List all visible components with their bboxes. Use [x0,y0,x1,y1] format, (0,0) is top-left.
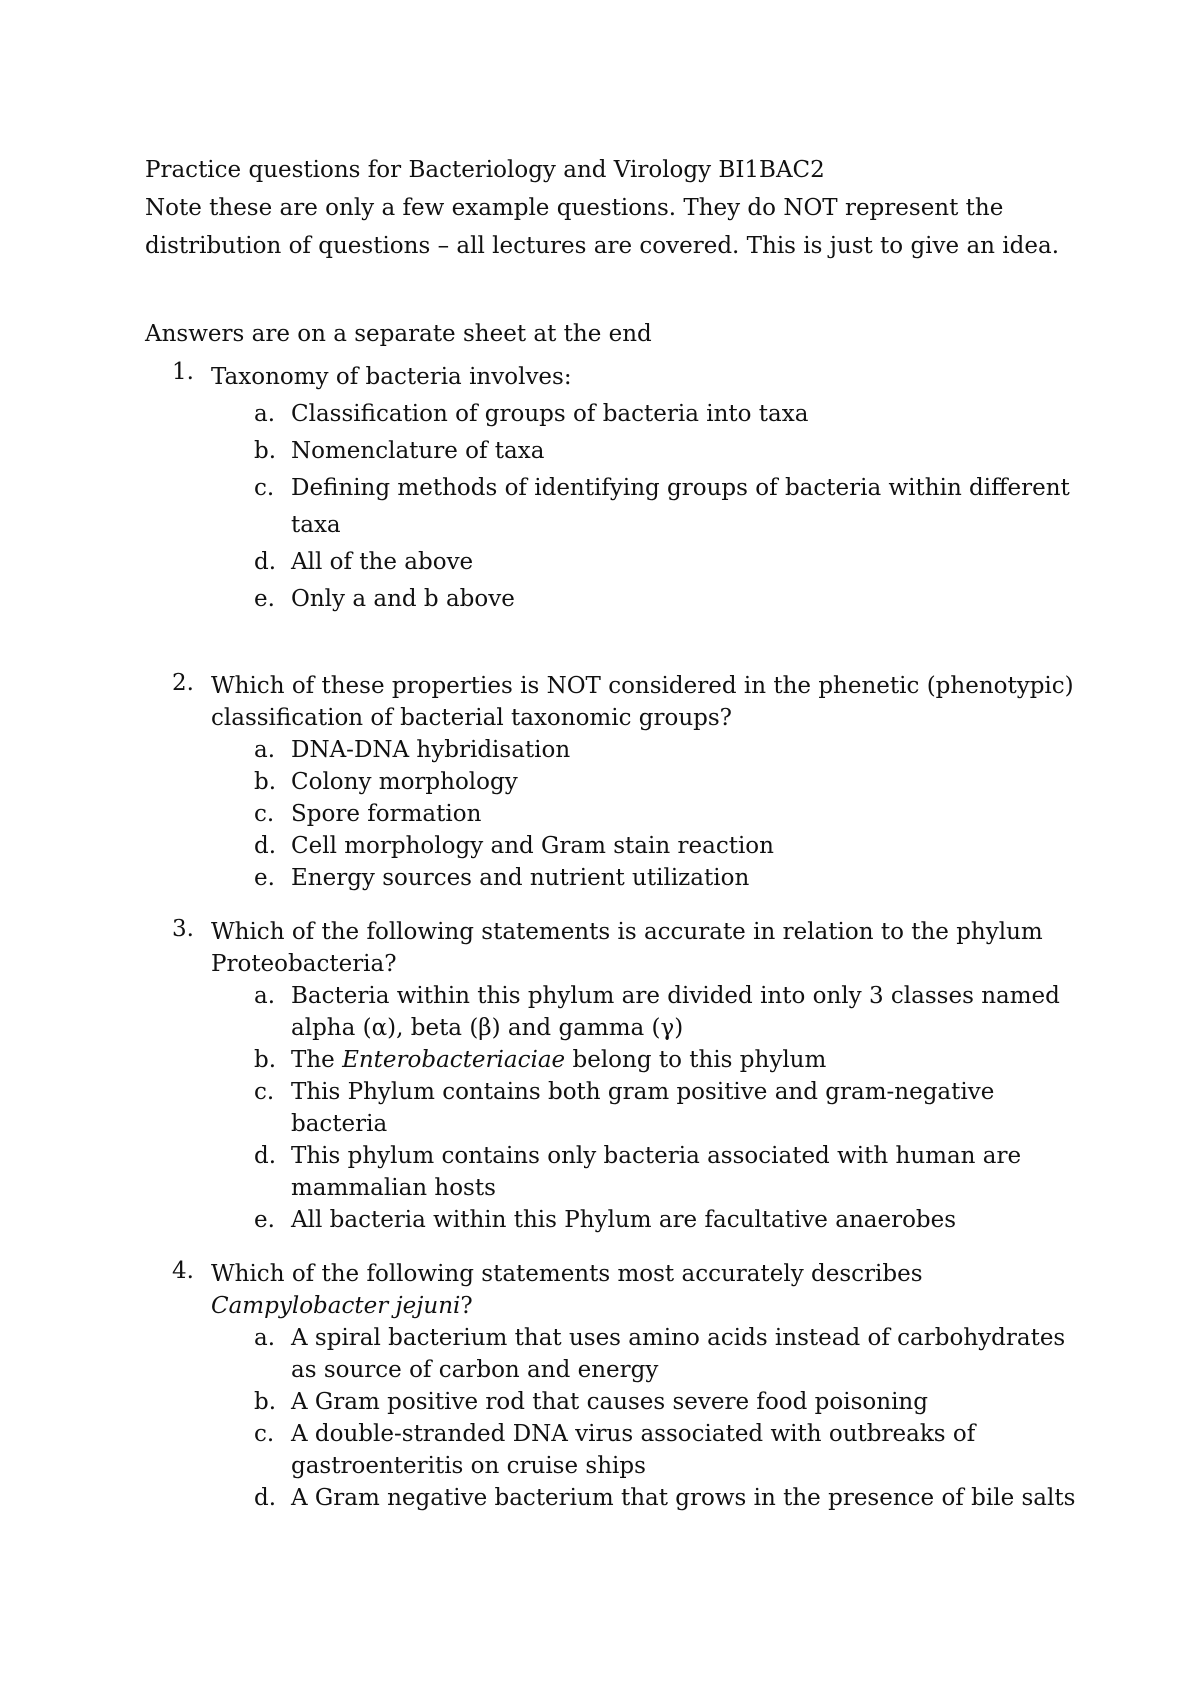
question-4 [145,1258,1085,1514]
option-e [145,862,1085,894]
option-e [145,581,1085,618]
option-text-line-1: This phylum contains only bacteria associated with human are [291,1143,1022,1169]
question-text-line-2: classification of bacterial taxonomic groups? [211,705,733,731]
option-label: b. [254,1047,277,1073]
option-text: A Gram negative bacterium that grows in the presence of bile salts [291,1485,1076,1511]
option-text: A Gram positive rod that causes severe food poisoning [291,1389,928,1415]
spacer [145,618,1085,670]
option-d [145,1482,1085,1514]
option-text-line-1: Defining methods of identifying groups of bacteria within different [291,475,1070,501]
option-text-pre: The [291,1047,343,1073]
option-label: d. [254,549,277,575]
option-d [145,830,1085,862]
option-text-line-1: This Phylum contains both gram positive and gram-negative [291,1079,995,1105]
option-label: e. [254,1207,275,1233]
question-text-line-2: Proteobacteria? [211,951,397,977]
question-number: 2. [172,670,194,696]
document-title: Practice questions for Bacteriology and Virology BI1BAC2 [145,157,825,183]
option-text: All bacteria within this Phylum are facultative anaerobes [291,1207,957,1233]
note-line-1: Note these are only a few example questions. They do NOT represent the [145,195,1004,221]
option-list [145,980,1085,1236]
question-text-line-1: Which of the following statements most accurately describes [211,1261,923,1287]
question-1 [145,359,1085,618]
option-a [145,980,1085,1044]
option-a [145,396,1085,433]
option-label: b. [254,769,277,795]
option-list [145,1322,1085,1514]
question-number: 1. [172,359,194,385]
question-text-line-2 [211,1290,1085,1322]
option-text-line-1: Bacteria within this phylum are divided into only 3 classes named [291,983,1060,1009]
option-label: a. [254,1325,276,1351]
option-label: a. [254,737,276,763]
option-text-line-1: A double-stranded DNA virus associated with outbreaks of [291,1421,976,1447]
question-text: Taxonomy of bacteria involves: [211,364,572,390]
option-c [145,798,1085,830]
option-label: e. [254,865,275,891]
option-label: e. [254,586,275,612]
spacer [145,265,1085,315]
option-text: Nomenclature of taxa [291,438,545,464]
question-number: 4. [172,1258,194,1284]
question-2 [145,670,1085,894]
option-b [145,766,1085,798]
option-text: Energy sources and nutrient utilization [291,865,750,891]
taxon-name: Enterobacteriaciae [342,1047,566,1073]
option-c [145,1418,1085,1482]
option-list [145,396,1085,618]
option-list [145,734,1085,894]
option-text: Colony morphology [291,769,518,795]
option-label: c. [254,1079,275,1105]
option-text-line-2: taxa [291,512,341,538]
question-3 [145,916,1085,1236]
option-text [291,1044,1085,1076]
option-a [145,1322,1085,1386]
option-text-post: belong to this phylum [565,1047,827,1073]
option-d [145,1140,1085,1204]
answers-note: Answers are on a separate sheet at the end [145,321,652,347]
option-text: All of the above [291,549,474,575]
note-line-2: distribution of questions – all lectures are covered. This is just to give an idea. [145,233,1060,259]
option-label: d. [254,1485,277,1511]
species-name: Campylobacter jejuni [211,1293,461,1319]
option-e [145,1204,1085,1236]
option-label: c. [254,801,275,827]
option-b [145,1386,1085,1418]
document-page [145,151,1085,1514]
option-text-line-1: A spiral bacterium that uses amino acids instead of carbohydrates [291,1325,1066,1351]
option-label: b. [254,1389,277,1415]
option-text-line-2: mammalian hosts [291,1175,496,1201]
option-label: a. [254,983,276,1009]
option-text: Cell morphology and Gram stain reaction [291,833,774,859]
option-c [145,1076,1085,1140]
option-label: d. [254,833,277,859]
option-a [145,734,1085,766]
option-label: c. [254,475,275,501]
option-text: Spore formation [291,801,482,827]
question-text-line-1: Which of these properties is NOT considered in the phenetic (phenotypic) [211,673,1074,699]
spacer [145,1236,1085,1258]
option-b [145,433,1085,470]
option-text-line-2: bacteria [291,1111,388,1137]
option-label: d. [254,1143,277,1169]
option-b [145,1044,1085,1076]
option-text-line-2: gastroenteritis on cruise ships [291,1453,646,1479]
question-mark: ? [460,1293,473,1319]
option-label: b. [254,438,277,464]
option-d [145,544,1085,581]
question-number: 3. [172,916,194,942]
spacer [145,894,1085,916]
option-text: Classification of groups of bacteria into taxa [291,401,809,427]
option-label: a. [254,401,276,427]
question-list [145,359,1085,1514]
option-text: Only a and b above [291,586,515,612]
option-text-line-2: as source of carbon and energy [291,1357,659,1383]
option-c [145,470,1085,544]
option-text-line-2: alpha (α), beta (β) and gamma (γ) [291,1015,684,1041]
option-label: c. [254,1421,275,1447]
question-text-line-1: Which of the following statements is accurate in relation to the phylum [211,919,1043,945]
option-text: DNA-DNA hybridisation [291,737,571,763]
